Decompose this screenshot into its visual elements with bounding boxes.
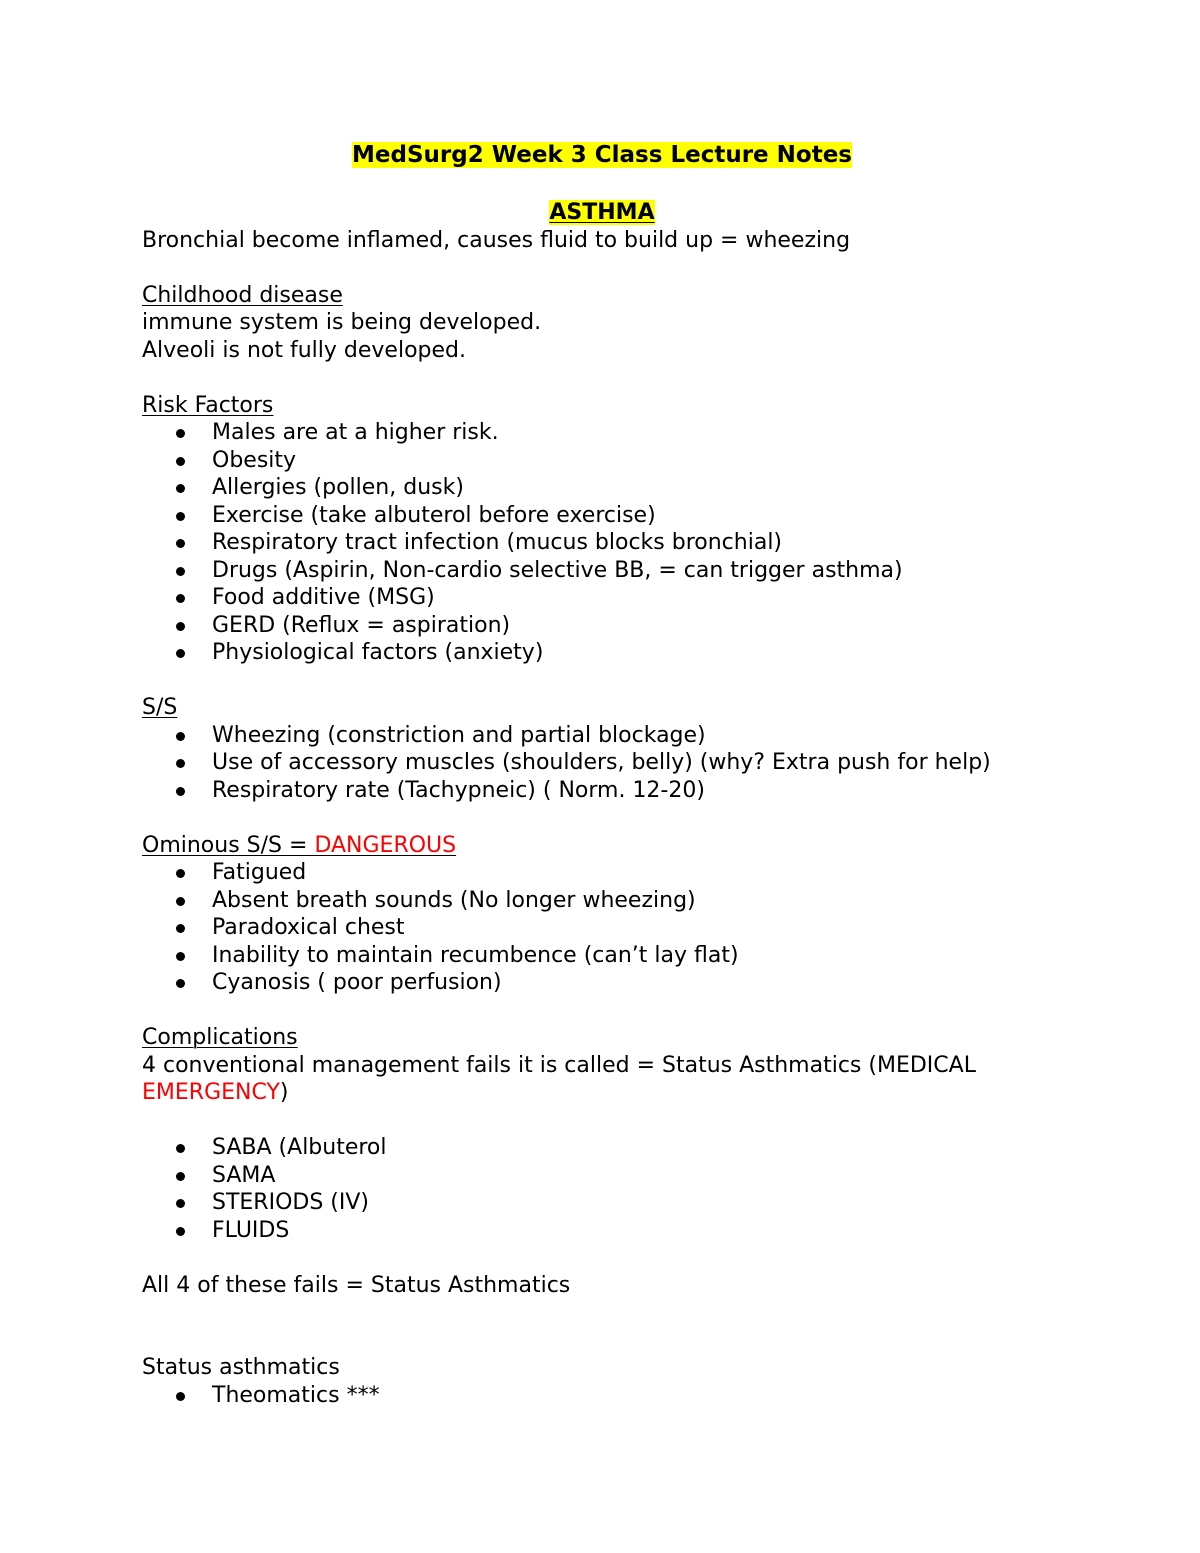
list-item: Absent breath sounds (No longer wheezing) (142, 887, 1062, 915)
list-item: Cyanosis ( poor perfusion) (142, 969, 1062, 997)
spacer (142, 1244, 1062, 1272)
list-item: SABA (Albuterol (142, 1134, 1062, 1162)
list-item: FLUIDS (142, 1217, 1062, 1245)
bullet-icon (176, 622, 185, 631)
bullet-icon (176, 1392, 185, 1401)
ominous-list (142, 859, 1062, 997)
risk-factors-heading: Risk Factors (142, 392, 274, 418)
list-item: Physiological factors (anxiety) (142, 639, 1062, 667)
status-asthmatics-list (142, 1382, 1062, 1410)
childhood-line: Alveoli is not fully developed. (142, 337, 466, 363)
ominous-heading-line (142, 832, 1062, 860)
list-item: Obesity (142, 447, 1062, 475)
bullet-icon (176, 759, 185, 768)
complications-heading: Complications (142, 1025, 298, 1050)
bullet-icon (176, 1144, 185, 1153)
spacer (142, 804, 1062, 832)
list-item: Allergies (pollen, dusk) (142, 474, 1062, 502)
list-item: GERD (Reflux = aspiration) (142, 612, 1062, 640)
spacer (142, 667, 1062, 695)
bullet-icon (176, 869, 185, 878)
title-line (142, 137, 1062, 173)
bullet-icon (176, 732, 185, 741)
bullet-icon (176, 484, 185, 493)
bullet-icon (176, 924, 185, 933)
spacer (142, 1107, 1062, 1135)
bullet-icon (176, 512, 185, 521)
bullet-icon (176, 429, 185, 438)
bullet-icon (176, 1172, 185, 1181)
bullet-icon (176, 457, 185, 466)
list-item: Food additive (MSG) (142, 584, 1062, 612)
list-item: Use of accessory muscles (shoulders, belly) (why? Extra push for help) (142, 749, 1062, 777)
risk-factors-list (142, 419, 1062, 667)
list-item: Drugs (Aspirin, Non-cardio selective BB, = can trigger asthma) (142, 557, 1062, 585)
complications-heading-line (142, 1024, 1062, 1052)
status-asthmatics-heading: Status asthmatics (142, 1355, 340, 1380)
emergency-label: EMERGENCY (142, 1080, 280, 1105)
list-item: STERIODS (IV) (142, 1189, 1062, 1217)
spacer (142, 997, 1062, 1025)
bullet-icon (176, 1199, 185, 1208)
list-item: Males are at a higher risk. (142, 419, 1062, 447)
complications-summary: All 4 of these fails = Status Asthmatics (142, 1272, 571, 1298)
bullet-icon (176, 952, 185, 961)
signs-heading: S/S (142, 695, 178, 720)
bullet-icon (176, 594, 185, 603)
ominous-heading: Ominous S/S = DANGEROUS (142, 832, 457, 858)
bullet-icon (176, 787, 185, 796)
list-item: Paradoxical chest (142, 914, 1062, 942)
dangerous-label: DANGEROUS (314, 832, 457, 858)
list-item: Exercise (take albuterol before exercise) (142, 502, 1062, 530)
bullet-icon (176, 539, 185, 548)
list-item: Respiratory rate (Tachypneic) ( Norm. 12-20) (142, 777, 1062, 805)
childhood-heading: Childhood disease (142, 282, 343, 308)
childhood-heading-line (142, 282, 1062, 310)
intro-text: Bronchial become inflamed, causes fluid to build up = wheezing (142, 227, 851, 253)
section-heading: ASTHMA (549, 200, 655, 225)
complications-list (142, 1134, 1062, 1244)
list-item: Inability to maintain recumbence (can’t lay flat) (142, 942, 1062, 970)
spacer (142, 1327, 1062, 1355)
bullet-icon (176, 567, 185, 576)
list-item: Wheezing (constriction and partial blockage) (142, 722, 1062, 750)
list-item: Theomatics *** (142, 1382, 1062, 1410)
section-heading-line (142, 199, 1062, 227)
spacer (142, 364, 1062, 392)
childhood-line: immune system is being developed. (142, 310, 542, 335)
signs-heading-line (142, 694, 1062, 722)
bullet-icon (176, 897, 185, 906)
complications-text-continued: EMERGENCY) (142, 1080, 289, 1105)
list-item: SAMA (142, 1162, 1062, 1190)
document-content (142, 137, 1062, 1409)
list-item: Fatigued (142, 859, 1062, 887)
signs-list (142, 722, 1062, 805)
spacer (142, 1299, 1062, 1327)
complications-text: 4 conventional management fails it is called = Status Asthmatics (MEDICAL (142, 1052, 976, 1078)
risk-factors-heading-line (142, 392, 1062, 420)
page-title: MedSurg2 Week 3 Class Lecture Notes (352, 142, 852, 168)
bullet-icon (176, 649, 185, 658)
spacer (142, 254, 1062, 282)
bullet-icon (176, 979, 185, 988)
bullet-icon (176, 1227, 185, 1236)
list-item: Respiratory tract infection (mucus blocks bronchial) (142, 529, 1062, 557)
